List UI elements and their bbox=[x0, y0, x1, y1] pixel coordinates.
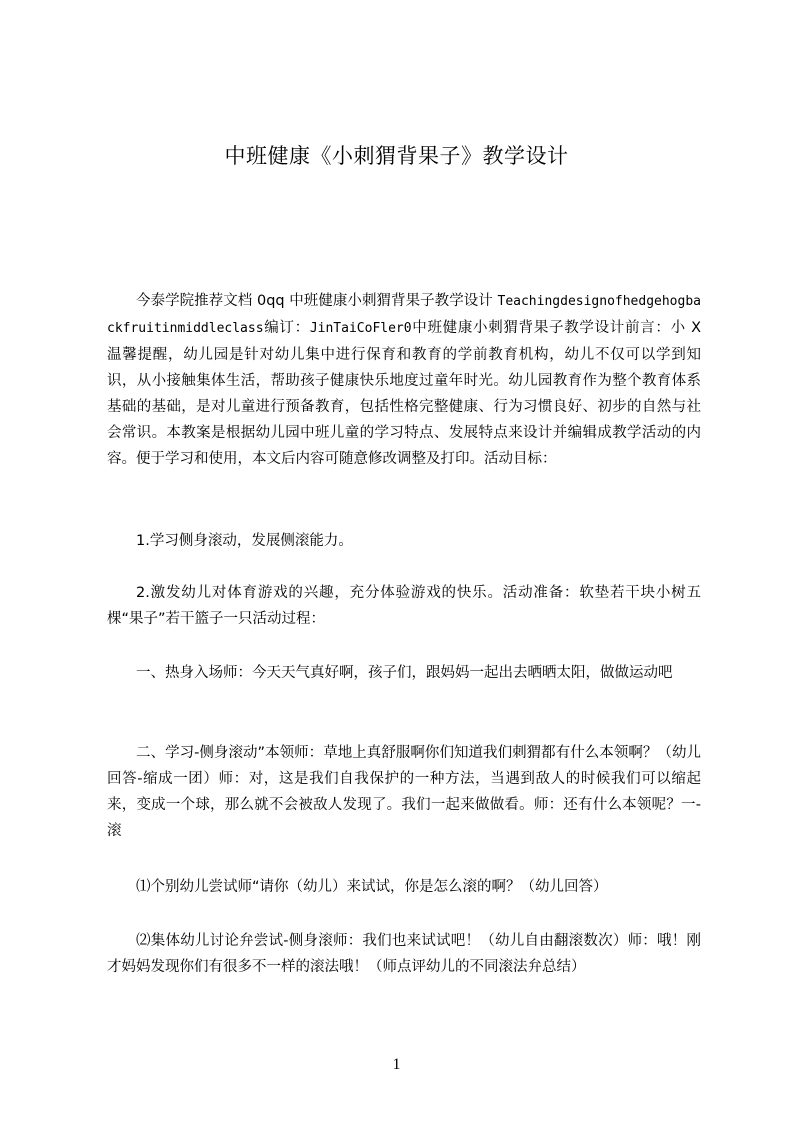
goal-paragraph-2: 2.激发幼儿对体育游戏的兴趣，充分体验游戏的快乐。活动准备：软垫若干块小树五棵“果子”若干篮子一只活动过程： bbox=[107, 585, 701, 627]
intro-english-title: Teachingdesignofhedgehogbackfruitinmiddleclass bbox=[107, 294, 701, 336]
group-try-paragraph: ⑵集体幼儿讨论弁尝试-侧身滚师：我们也来试试吧！（幼儿自由翻滚数次）师：哦！刚才妈妈发现你们有很多不一样的滚法哦！（师点评幼儿的不同滚法弁总结） bbox=[107, 933, 701, 975]
intro-text-1: 今泰学院推荐文档 0qq 中班健康小刺猬背果子教学设计 bbox=[136, 293, 498, 309]
intro-text-2: 编订： bbox=[263, 320, 310, 336]
intro-paragraph bbox=[107, 288, 701, 472]
page-title: 中班健康《小刺猬背果子》教学设计 bbox=[224, 144, 569, 168]
goal-paragraph-1: 1.学习侧身滚动，发展侧滚能力。 bbox=[136, 533, 353, 549]
individual-try-paragraph: ⑴个别幼儿尝试师“请你（幼儿）来试试，你是怎么滚的啊？（幼儿回答） bbox=[136, 879, 608, 895]
process-learning-paragraph: 二、学习-侧身滚动”本领师：草地上真舒服啊你们知道我们刺猬都有什么本领啊？（幼儿回答-缩成一团）师：对，这是我们自我保护的一种方法，当遇到敌人的时候我们可以缩起来，变成一个球，那么就不会被敌人发现了。我们一起来做做看。师：还有什么本领呢？一-滚 bbox=[107, 745, 701, 839]
intro-editor-code: JinTaiCoFler0 bbox=[309, 321, 412, 336]
intro-text-3: 中班健康小刺猬背果子教学设计前言：小 X 温馨提醒，幼儿园是针对幼儿集中进行保育和教育的学前教育机构，幼儿不仅可以学到知识，从小接触集体生活，帮助孩子健康快乐地度过童年时光。幼儿园教育作为整个教育体系基础的基础，是对儿童进行预备教育，包括性格完整健康、行为习惯良好、初步的自然与社会常识。本教案是根据幼儿园中班儿童的学习特点、发展特点来设计并编辑成教学活动的内容。便于学习和使用，本文后内容可随意修改调整及打印。活动目标： bbox=[107, 320, 701, 467]
page-number: 1 bbox=[392, 1056, 401, 1073]
process-warmup-paragraph: 一、热身入场师：今天天气真好啊，孩子们，跟妈妈一起出去晒晒太阳，做做运动吧 bbox=[136, 665, 673, 681]
